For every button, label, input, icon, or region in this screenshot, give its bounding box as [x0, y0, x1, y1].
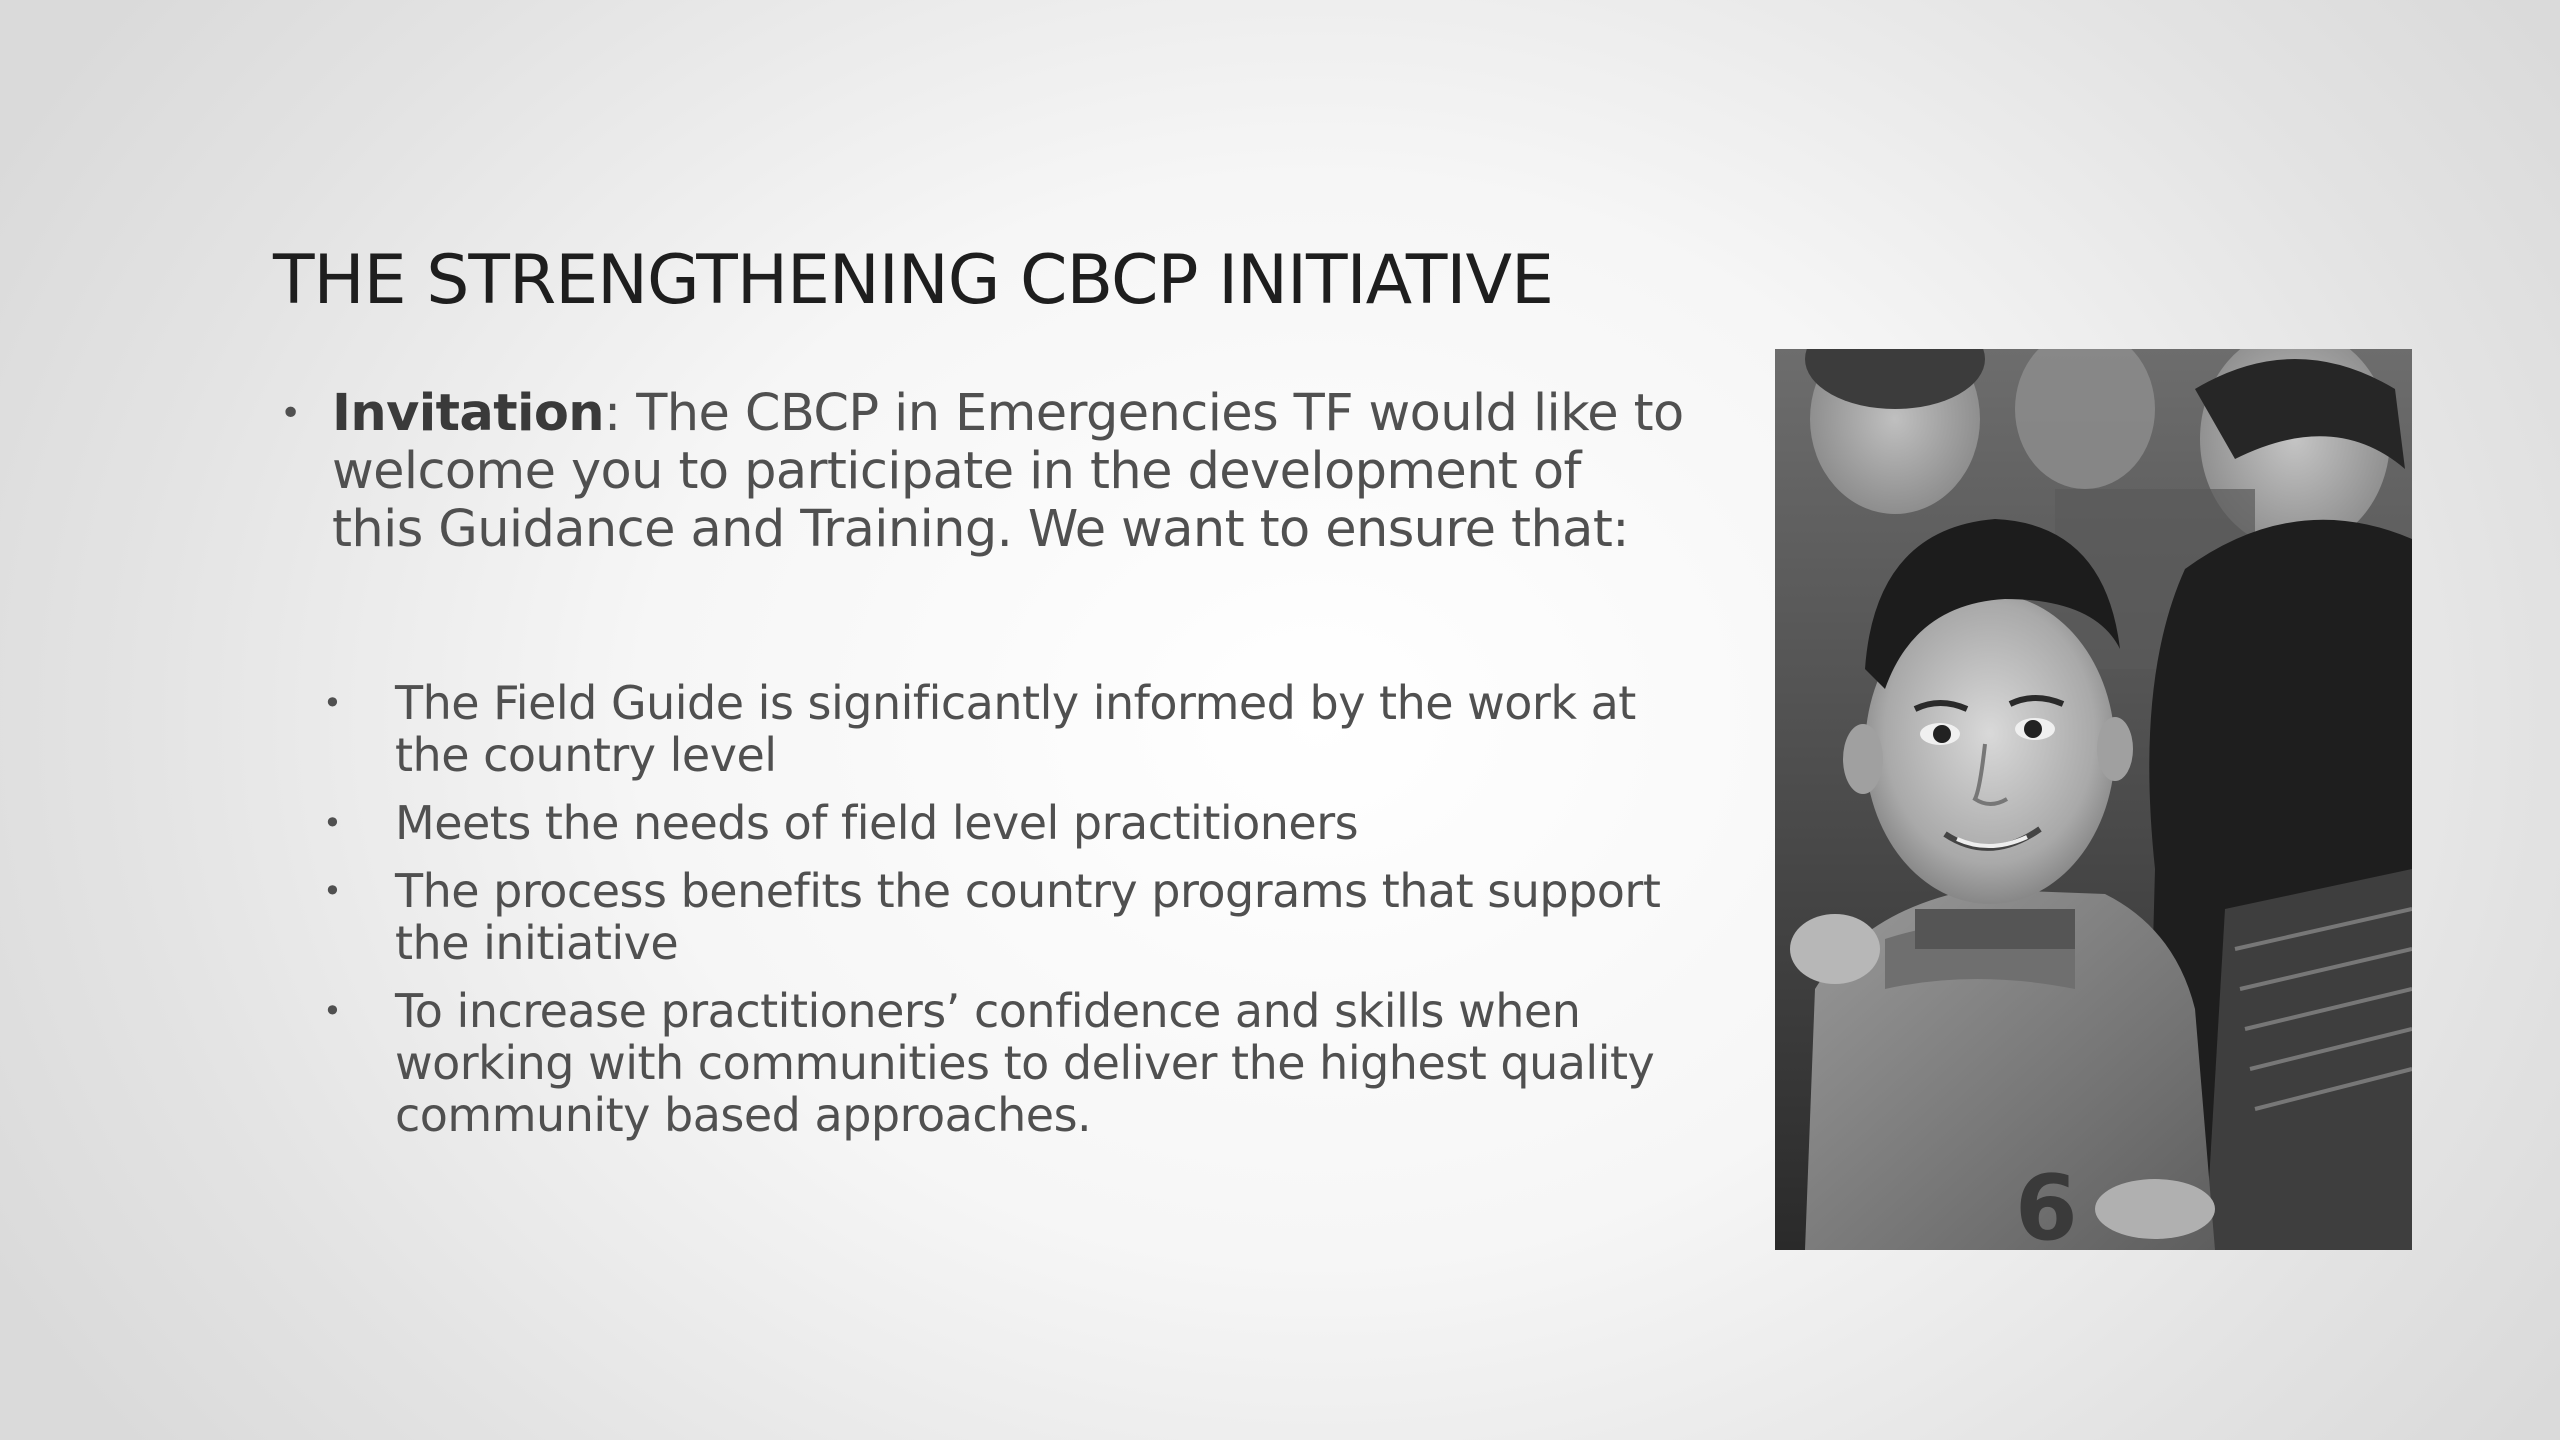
bullet-dot: •	[323, 684, 342, 722]
intro-line-1	[332, 385, 1690, 443]
slide-body	[270, 385, 1690, 1157]
bullet-dot: •	[280, 393, 301, 434]
sub-bullet-line: To increase practitioners’ confidence and skills when	[395, 984, 1581, 1038]
children-photo-illustration	[1775, 349, 2412, 1250]
intro-lead: Invitation	[332, 384, 605, 443]
intro-text-1: : The CBCP in Emergencies TF would like to	[604, 384, 1684, 443]
slide-title: THE STRENGTHENING CBCP INITIATIVE	[273, 241, 1553, 320]
sub-bullet-line: the country level	[395, 728, 777, 782]
sub-bullet-item	[270, 677, 1690, 781]
bullet-dot: •	[323, 872, 342, 910]
sub-bullet-item	[270, 865, 1690, 969]
sub-bullet-line: working with communities to deliver the highest quality	[395, 1036, 1655, 1090]
bullet-dot: •	[323, 992, 342, 1030]
sub-bullet-list	[270, 677, 1690, 1141]
sub-bullet-line: Meets the needs of field level practitioners	[395, 796, 1359, 850]
sub-bullet-line: community based approaches.	[395, 1088, 1092, 1142]
intro-line-3: this Guidance and Training. We want to ensure that:	[332, 500, 1629, 559]
bullet-dot: •	[323, 804, 342, 842]
sub-bullet-item	[270, 797, 1690, 849]
sub-bullet-item	[270, 985, 1690, 1141]
intro-line-2: welcome you to participate in the development of	[332, 442, 1581, 501]
svg-text:6: 6	[2015, 1156, 2078, 1250]
intro-bullet	[270, 385, 1690, 559]
sub-bullet-line: The process benefits the country programs that support	[395, 864, 1661, 918]
sub-bullet-line: the initiative	[395, 916, 679, 970]
sub-bullet-line: The Field Guide is significantly informed by the work at	[395, 676, 1636, 730]
children-photo	[1775, 349, 2412, 1250]
